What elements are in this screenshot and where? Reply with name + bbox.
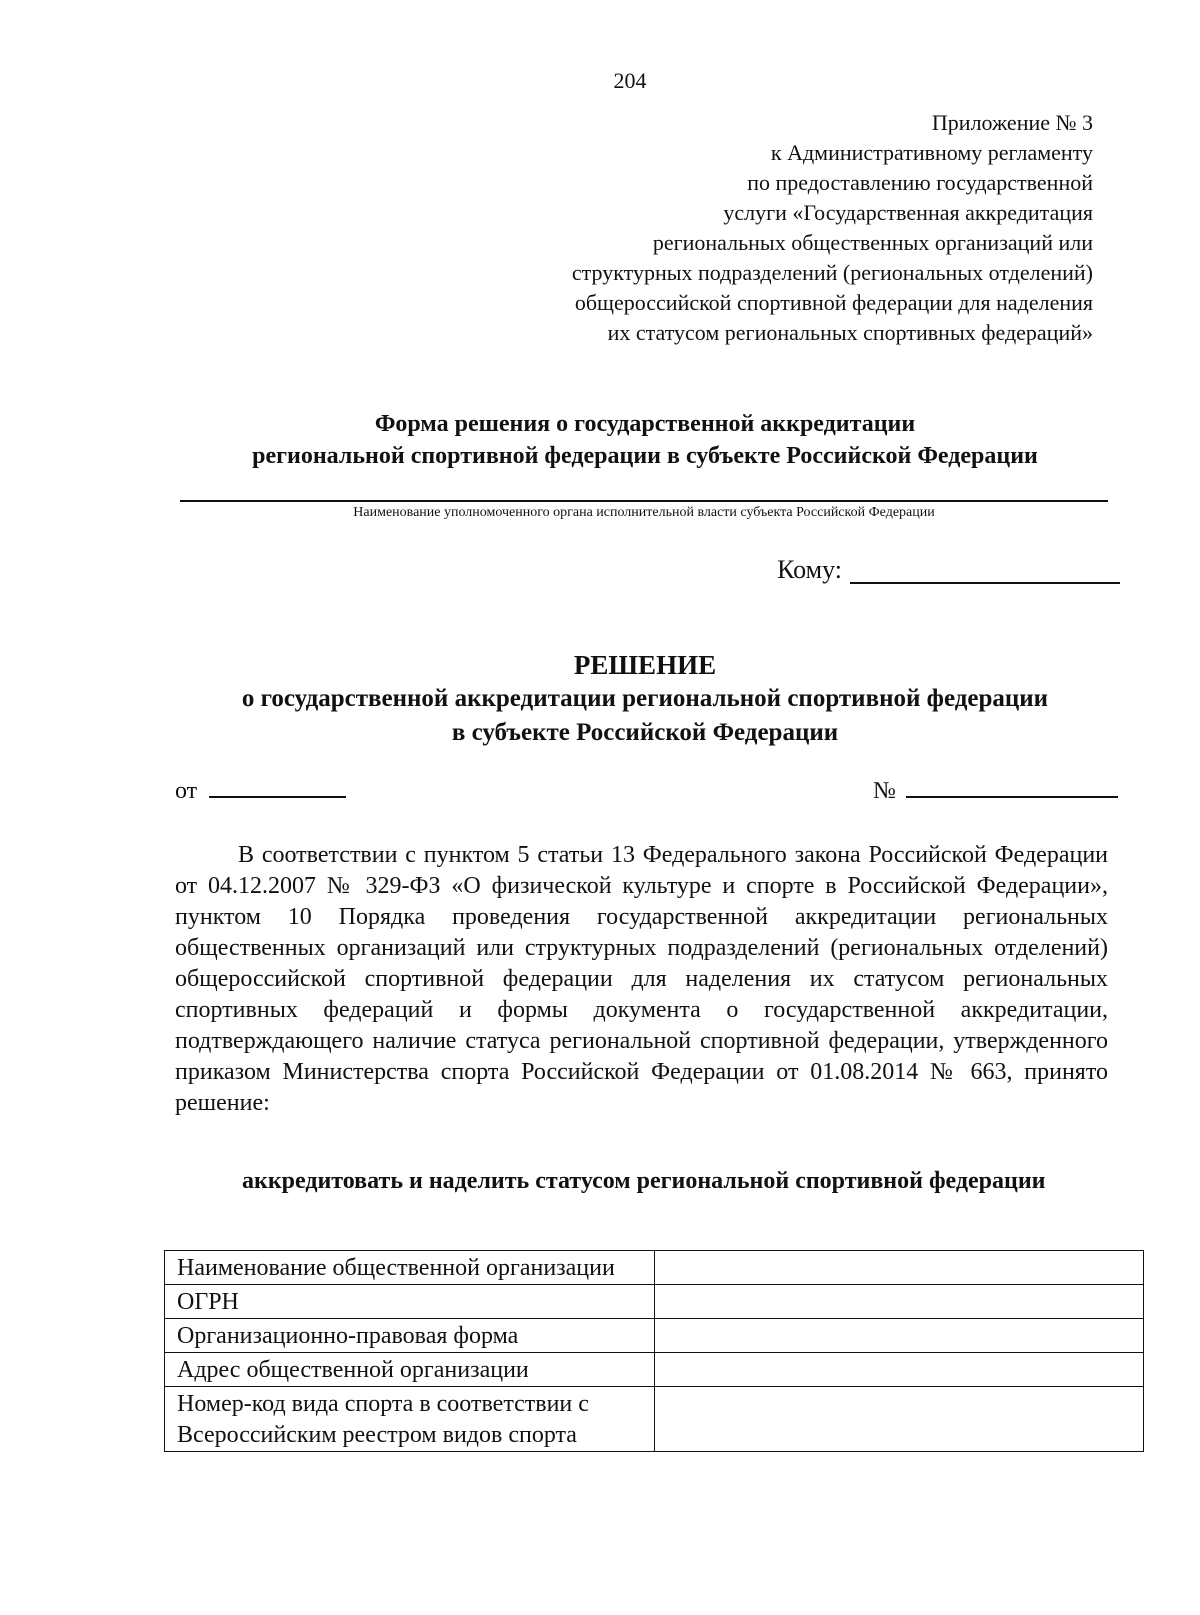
appendix-line: услуги «Государственная аккредитация (723, 200, 1093, 225)
recipient-field (777, 555, 1120, 585)
table-cell-value[interactable] (654, 1319, 1143, 1353)
organization-info-table (164, 1250, 1144, 1452)
table-row (165, 1319, 1144, 1353)
table-cell-label: Адрес общественной организации (165, 1353, 655, 1387)
appendix-reference (572, 108, 1093, 348)
decision-subtitle: в субъекте Российской Федерации (451, 719, 839, 746)
table-cell-value[interactable] (654, 1251, 1143, 1285)
page-number: 204 (613, 68, 647, 93)
appendix-line: к Административному регламенту (770, 140, 1093, 165)
form-title-line: Форма решения о государственной аккредитации (374, 411, 916, 437)
table-row (165, 1285, 1144, 1319)
appendix-line: Приложение № 3 (931, 110, 1093, 135)
appendix-line: по предоставлению государственной (747, 170, 1093, 195)
decision-subtitle: о государственной аккредитации региональной спортивной федерации (241, 685, 1049, 712)
number-field (873, 778, 1118, 805)
resolution-text (175, 1166, 1108, 1197)
table-cell-value[interactable] (654, 1353, 1143, 1387)
appendix-line: их статусом региональных спортивных федераций» (607, 320, 1093, 345)
table-row (165, 1251, 1144, 1285)
decision-heading (0, 648, 1200, 750)
table-cell-label: ОГРН (165, 1285, 655, 1319)
date-label: от (175, 778, 198, 804)
form-title-line: региональной спортивной федерации в субъекте Российской Федерации (252, 443, 1038, 469)
table-row (165, 1353, 1144, 1387)
recipient-label: Кому: (777, 555, 842, 584)
date-blank[interactable] (209, 778, 346, 798)
recipient-blank[interactable] (850, 562, 1120, 584)
appendix-line: общероссийской спортивной федерации для наделения (574, 290, 1093, 315)
table-cell-value[interactable] (654, 1285, 1143, 1319)
number-label: № (873, 778, 896, 804)
authority-name-blank[interactable] (180, 500, 1108, 502)
body-paragraph-text: В соответствии с пунктом 5 статьи 13 Федерального закона Российской Федерации от 04.12.2007 № 329-ФЗ «О физической культуре и спорте в Российской Федерации», пунктом 10 Порядка проведения государственной аккредитации региональных общественных организаций или структурных подразделений (региональных отделений) общероссийской спортивной федерации для наделения их статусом региональных спортивных федераций и формы документа о государственной аккредитации, подтверждающего наличие статуса региональной спортивной федерации, утвержденного приказом Министерства спорта Российской Федерации от 01.08.2014 № 663, принято решение: (175, 842, 1108, 1116)
appendix-line: региональных общественных организаций или (652, 230, 1093, 255)
table-cell-value[interactable] (654, 1387, 1143, 1452)
table-cell-label: Наименование общественной организации (165, 1251, 655, 1285)
body-paragraph (175, 840, 1108, 1119)
authority-caption: Наименование уполномоченного органа исполнительной власти субъекта Российской Федерации (353, 505, 935, 520)
date-field (175, 778, 346, 805)
resolution-content: аккредитовать и наделить статусом региональной спортивной федерации (242, 1168, 1046, 1194)
table-cell-label: Номер-код вида спорта в соответствии с Всероссийским реестром видов спорта (165, 1387, 655, 1452)
decision-title: РЕШЕНИЕ (573, 650, 717, 680)
table-row (165, 1387, 1144, 1452)
form-title (0, 408, 1200, 472)
appendix-line: структурных подразделений (региональных отделений) (571, 260, 1093, 285)
table-cell-label: Организационно-правовая форма (165, 1319, 655, 1353)
number-blank[interactable] (906, 778, 1118, 798)
